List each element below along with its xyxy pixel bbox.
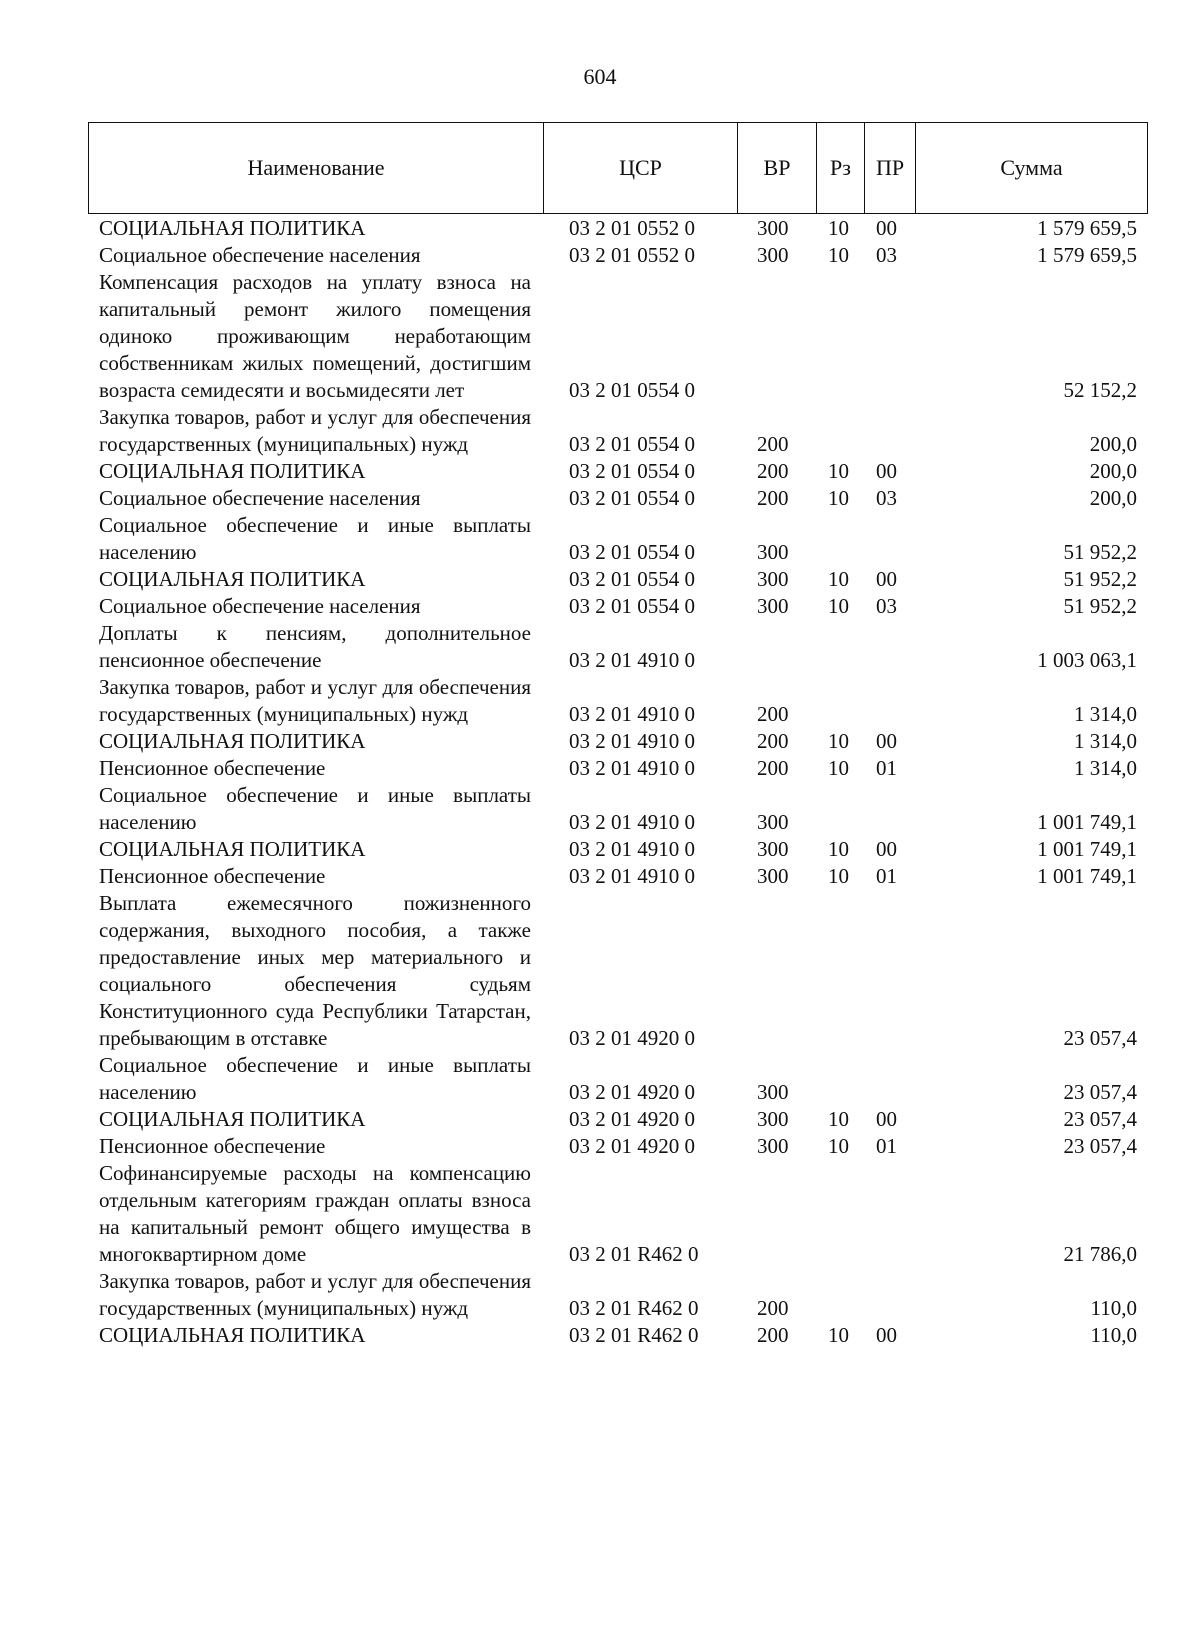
row-name: Компенсация расходов на уплату взноса на капитальный ремонт жилого помещения одиноко проживающим неработающим собственникам жилых помещений, достигшим возраста семидесяти и восьмидесяти лет — [99, 270, 531, 402]
row-csr-code: 03 2 01 4920 0 — [569, 1026, 695, 1050]
row-pr-code — [864, 1160, 915, 1268]
row-vr-code: 300 — [757, 216, 789, 240]
row-rz-code — [816, 1160, 864, 1268]
row-sum: 51 952,2 — [1063, 594, 1137, 618]
row-sum: 1 001 749,1 — [1037, 837, 1137, 861]
row-vr-code — [737, 269, 816, 404]
row-csr-code: 03 2 01 4910 0 — [569, 702, 695, 726]
row-rz-code — [816, 512, 864, 566]
row-rz-code — [816, 269, 864, 404]
header-pr: ПР — [865, 123, 916, 214]
row-pr-code — [864, 890, 915, 1052]
row-csr-code: 03 2 01 0554 0 — [569, 540, 695, 564]
table-row — [88, 485, 1147, 512]
row-vr-code: 300 — [757, 540, 789, 564]
row-name: Доплаты к пенсиям, дополнительное пенсионное обеспечение — [99, 621, 531, 672]
row-sum: 23 057,4 — [1063, 1107, 1137, 1131]
page-number: 604 — [583, 64, 617, 89]
row-name: Пенсионное обеспечение — [99, 1134, 326, 1158]
header-rz: Рз — [817, 123, 865, 214]
row-rz-code — [816, 1268, 864, 1322]
table-row — [88, 674, 1147, 728]
row-csr-code: 03 2 01 R462 0 — [569, 1242, 699, 1266]
row-rz-code: 10 — [828, 567, 849, 591]
row-sum: 200,0 — [1089, 432, 1137, 456]
row-rz-code: 10 — [828, 756, 849, 780]
row-vr-code: 300 — [757, 810, 789, 834]
table-body — [88, 215, 1147, 1349]
row-pr-code — [864, 782, 915, 836]
row-rz-code: 10 — [828, 243, 849, 267]
row-name: Социальное обеспечение населения — [99, 594, 421, 618]
row-csr-code: 03 2 01 4920 0 — [569, 1080, 695, 1104]
row-csr-code: 03 2 01 0554 0 — [569, 594, 695, 618]
row-pr-code: 01 — [876, 1134, 897, 1158]
row-rz-code: 10 — [828, 216, 849, 240]
row-csr-code: 03 2 01 4910 0 — [569, 648, 695, 672]
row-vr-code: 300 — [757, 594, 789, 618]
header-sum: Сумма — [916, 123, 1148, 214]
table-row — [88, 836, 1147, 863]
row-sum: 23 057,4 — [1063, 1026, 1137, 1050]
row-pr-code: 00 — [876, 459, 897, 483]
row-name: Социальное обеспечение населения — [99, 243, 421, 267]
row-csr-code: 03 2 01 0552 0 — [569, 216, 695, 240]
row-rz-code: 10 — [828, 837, 849, 861]
row-sum: 110,0 — [1090, 1296, 1137, 1320]
row-sum: 51 952,2 — [1063, 540, 1137, 564]
row-csr-code: 03 2 01 0554 0 — [569, 432, 695, 456]
row-rz-code — [816, 404, 864, 458]
table-row — [88, 404, 1147, 458]
row-vr-code: 200 — [757, 459, 789, 483]
row-name: Социальное обеспечение населения — [99, 486, 421, 510]
table-row — [88, 1052, 1147, 1106]
table-row — [88, 1133, 1147, 1160]
table-row — [88, 782, 1147, 836]
row-pr-code: 00 — [876, 729, 897, 753]
row-vr-code: 300 — [757, 243, 789, 267]
row-name: СОЦИАЛЬНАЯ ПОЛИТИКА — [99, 216, 366, 240]
row-name: Выплата ежемесячного пожизненного содержания, выходного пособия, а также предоставление иных мер материального и социального обеспечения судьям Конституционного суда Республики Татарстан, пребывающим в отставке — [99, 891, 531, 1050]
row-vr-code: 300 — [757, 1107, 789, 1131]
row-pr-code: 00 — [876, 1107, 897, 1131]
row-sum: 1 001 749,1 — [1037, 810, 1137, 834]
header-vr: ВР — [738, 123, 817, 214]
row-pr-code: 00 — [876, 1323, 897, 1347]
table-row — [88, 512, 1147, 566]
row-csr-code: 03 2 01 R462 0 — [569, 1323, 699, 1347]
row-name: СОЦИАЛЬНАЯ ПОЛИТИКА — [99, 729, 366, 753]
row-csr-code: 03 2 01 4920 0 — [569, 1107, 695, 1131]
row-name: СОЦИАЛЬНАЯ ПОЛИТИКА — [99, 459, 366, 483]
row-csr-code: 03 2 01 0554 0 — [569, 567, 695, 591]
row-name: СОЦИАЛЬНАЯ ПОЛИТИКА — [99, 1323, 366, 1347]
row-rz-code: 10 — [828, 729, 849, 753]
row-pr-code: 01 — [876, 864, 897, 888]
table-row — [88, 566, 1147, 593]
row-sum: 110,0 — [1090, 1323, 1137, 1347]
table-row — [88, 1106, 1147, 1133]
row-name: Закупка товаров, работ и услуг для обеспечения государственных (муниципальных) нужд — [99, 1269, 531, 1320]
row-name: СОЦИАЛЬНАЯ ПОЛИТИКА — [99, 1107, 366, 1131]
row-sum: 1 314,0 — [1074, 729, 1137, 753]
row-rz-code: 10 — [828, 459, 849, 483]
row-pr-code — [864, 512, 915, 566]
row-rz-code: 10 — [828, 1134, 849, 1158]
row-rz-code — [816, 890, 864, 1052]
row-sum: 1 579 659,5 — [1037, 243, 1137, 267]
row-vr-code — [737, 1160, 816, 1268]
row-csr-code: 03 2 01 0552 0 — [569, 243, 695, 267]
row-pr-code — [864, 269, 915, 404]
row-pr-code: 01 — [876, 756, 897, 780]
row-csr-code: 03 2 01 4910 0 — [569, 864, 695, 888]
row-vr-code: 200 — [757, 1323, 789, 1347]
table-row — [88, 1322, 1147, 1349]
table-header — [88, 122, 1148, 214]
row-rz-code: 10 — [828, 1107, 849, 1131]
row-vr-code: 300 — [757, 837, 789, 861]
row-vr-code: 300 — [757, 1134, 789, 1158]
table-row — [88, 458, 1147, 485]
header-csr: ЦСР — [544, 123, 738, 214]
row-pr-code — [864, 620, 915, 674]
table-row — [88, 593, 1147, 620]
row-name: Закупка товаров, работ и услуг для обеспечения государственных (муниципальных) нужд — [99, 675, 531, 726]
row-name: СОЦИАЛЬНАЯ ПОЛИТИКА — [99, 837, 366, 861]
table-row — [88, 269, 1147, 404]
table-row — [88, 890, 1147, 1052]
row-vr-code — [737, 890, 816, 1052]
row-vr-code: 200 — [757, 486, 789, 510]
row-sum: 1 579 659,5 — [1037, 216, 1137, 240]
row-vr-code: 200 — [757, 729, 789, 753]
row-csr-code: 03 2 01 0554 0 — [569, 486, 695, 510]
row-pr-code: 03 — [876, 243, 897, 267]
row-sum: 21 786,0 — [1063, 1242, 1137, 1266]
row-name: Социальное обеспечение и иные выплаты населению — [99, 783, 531, 834]
row-csr-code: 03 2 01 4910 0 — [569, 729, 695, 753]
row-rz-code — [816, 620, 864, 674]
row-vr-code — [737, 620, 816, 674]
row-rz-code: 10 — [828, 486, 849, 510]
budget-table — [88, 215, 1147, 1349]
row-name: СОЦИАЛЬНАЯ ПОЛИТИКА — [99, 567, 366, 591]
row-pr-code: 00 — [876, 216, 897, 240]
row-name: Пенсионное обеспечение — [99, 864, 326, 888]
row-csr-code: 03 2 01 R462 0 — [569, 1296, 699, 1320]
row-csr-code: 03 2 01 4920 0 — [569, 1134, 695, 1158]
row-rz-code: 10 — [828, 594, 849, 618]
row-pr-code — [864, 674, 915, 728]
table-row — [88, 755, 1147, 782]
row-pr-code: 03 — [876, 486, 897, 510]
row-csr-code: 03 2 01 4910 0 — [569, 837, 695, 861]
table-row — [88, 1268, 1147, 1322]
row-name: Социальное обеспечение и иные выплаты населению — [99, 1053, 531, 1104]
row-sum: 52 152,2 — [1063, 378, 1137, 402]
header-name: Наименование — [89, 123, 544, 214]
row-name: Социальное обеспечение и иные выплаты населению — [99, 513, 531, 564]
table-row — [88, 1160, 1147, 1268]
row-pr-code — [864, 1268, 915, 1322]
row-csr-code: 03 2 01 0554 0 — [569, 378, 695, 402]
row-vr-code: 300 — [757, 1080, 789, 1104]
table-row — [88, 215, 1147, 242]
table-row — [88, 242, 1147, 269]
row-pr-code — [864, 1052, 915, 1106]
row-pr-code: 03 — [876, 594, 897, 618]
row-name: Софинансируемые расходы на компенсацию отдельным категориям граждан оплаты взноса на капитальный ремонт общего имущества в многоквартирном доме — [99, 1161, 531, 1266]
row-name: Пенсионное обеспечение — [99, 756, 326, 780]
row-vr-code: 200 — [757, 432, 789, 456]
row-csr-code: 03 2 01 4910 0 — [569, 810, 695, 834]
row-rz-code: 10 — [828, 1323, 849, 1347]
row-vr-code: 200 — [757, 702, 789, 726]
row-vr-code: 200 — [757, 756, 789, 780]
row-sum: 1 001 749,1 — [1037, 864, 1137, 888]
row-sum: 200,0 — [1089, 486, 1137, 510]
row-rz-code — [816, 674, 864, 728]
row-rz-code: 10 — [828, 864, 849, 888]
row-vr-code: 300 — [757, 567, 789, 591]
row-pr-code: 00 — [876, 837, 897, 861]
row-pr-code: 00 — [876, 567, 897, 591]
table-row — [88, 620, 1147, 674]
row-sum: 51 952,2 — [1063, 567, 1137, 591]
row-sum: 23 057,4 — [1063, 1080, 1137, 1104]
row-csr-code: 03 2 01 0554 0 — [569, 459, 695, 483]
row-pr-code — [864, 404, 915, 458]
row-sum: 1 314,0 — [1074, 756, 1137, 780]
row-csr-code: 03 2 01 4910 0 — [569, 756, 695, 780]
row-rz-code — [816, 1052, 864, 1106]
row-vr-code: 200 — [757, 1296, 789, 1320]
table-row — [88, 863, 1147, 890]
table-row — [88, 728, 1147, 755]
row-rz-code — [816, 782, 864, 836]
row-name: Закупка товаров, работ и услуг для обеспечения государственных (муниципальных) нужд — [99, 405, 531, 456]
row-sum: 1 314,0 — [1074, 702, 1137, 726]
row-sum: 200,0 — [1089, 459, 1137, 483]
row-vr-code: 300 — [757, 864, 789, 888]
row-sum: 23 057,4 — [1063, 1134, 1137, 1158]
row-sum: 1 003 063,1 — [1037, 648, 1137, 672]
